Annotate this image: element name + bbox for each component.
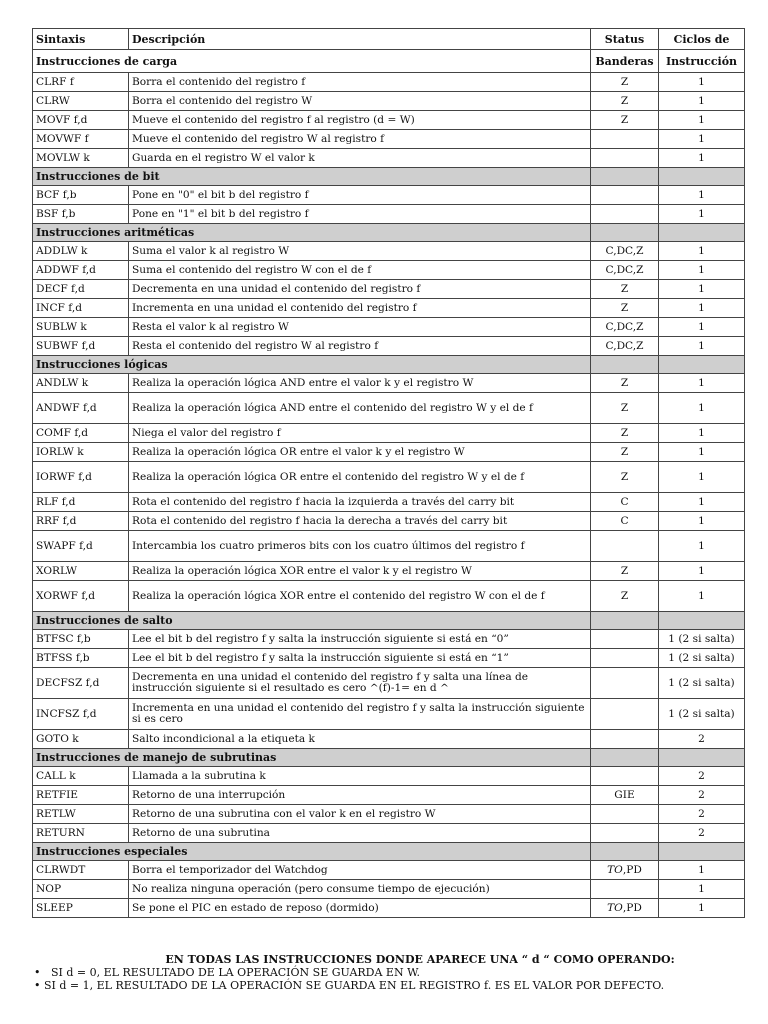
cell-cycles: 1 (2 si salta) xyxy=(659,668,745,699)
cell-cycles: 1 xyxy=(659,899,745,918)
cell-syntax: RLF f,d xyxy=(33,493,129,512)
cell-cycles: 1 xyxy=(659,205,745,224)
cell-description: Retorno de una interrupción xyxy=(129,786,591,805)
table-row xyxy=(33,130,745,149)
section-title: Instrucciones especiales xyxy=(33,843,591,861)
cell-cycles: 2 xyxy=(659,767,745,786)
cell-description: Resta el valor k al registro W xyxy=(129,318,591,337)
cell-status xyxy=(591,531,659,562)
table-row xyxy=(33,880,745,899)
cell-status: C,DC,Z xyxy=(591,242,659,261)
cell-cycles: 1 (2 si salta) xyxy=(659,699,745,730)
cell-syntax: SWAPF f,d xyxy=(33,531,129,562)
cell-syntax: ANDLW k xyxy=(33,374,129,393)
cell-syntax: CALL k xyxy=(33,767,129,786)
cell-status: GIE xyxy=(591,786,659,805)
header-description: Descripción xyxy=(129,29,591,50)
cell-syntax: CLRWDT xyxy=(33,861,129,880)
cell-status xyxy=(591,649,659,668)
section-cycles-blank xyxy=(659,356,745,374)
cell-description: Niega el valor del registro f xyxy=(129,424,591,443)
cell-status: C,DC,Z xyxy=(591,318,659,337)
table-row xyxy=(33,299,745,318)
cell-status: Z xyxy=(591,393,659,424)
cell-description: No realiza ninguna operación (pero consume tiempo de ejecución) xyxy=(129,880,591,899)
cell-description: Resta el contenido del registro W al registro f xyxy=(129,337,591,356)
cell-cycles: 1 xyxy=(659,92,745,111)
cell-status: Z xyxy=(591,374,659,393)
cell-cycles: 1 xyxy=(659,424,745,443)
cell-cycles: 1 xyxy=(659,130,745,149)
cell-status xyxy=(591,824,659,843)
table-row xyxy=(33,861,745,880)
cell-cycles: 1 xyxy=(659,462,745,493)
cell-status xyxy=(591,186,659,205)
table-row xyxy=(33,668,745,699)
cell-description: Lee el bit b del registro f y salta la instrucción siguiente si está en “0” xyxy=(129,630,591,649)
bullet-marker: • xyxy=(34,979,41,992)
cell-cycles: 1 xyxy=(659,337,745,356)
operand-notes xyxy=(34,953,746,992)
table-row xyxy=(33,149,745,168)
cell-description: Realiza la operación lógica XOR entre el contenido del registro W con el de f xyxy=(129,581,591,612)
table-row xyxy=(33,111,745,130)
cell-syntax: DECF f,d xyxy=(33,280,129,299)
cell-cycles: 1 xyxy=(659,261,745,280)
cell-syntax: BCF f,b xyxy=(33,186,129,205)
cell-syntax: IORWF f,d xyxy=(33,462,129,493)
cell-syntax: XORLW xyxy=(33,562,129,581)
cell-description: Incrementa en una unidad el contenido del registro f xyxy=(129,299,591,318)
table-row xyxy=(33,581,745,612)
cell-cycles: 1 xyxy=(659,111,745,130)
cell-cycles: 1 xyxy=(659,299,745,318)
cell-status: C,DC,Z xyxy=(591,261,659,280)
cell-syntax: ADDLW k xyxy=(33,242,129,261)
cell-cycles: 2 xyxy=(659,824,745,843)
cell-description: Mueve el contenido del registro f al registro (d = W) xyxy=(129,111,591,130)
cell-cycles: 1 xyxy=(659,562,745,581)
cell-description: Realiza la operación lógica AND entre el valor k y el registro W xyxy=(129,374,591,393)
header-row-top xyxy=(33,29,745,50)
cell-description: Rota el contenido del registro f hacia la derecha a través del carry bit xyxy=(129,512,591,531)
cell-syntax: INCF f,d xyxy=(33,299,129,318)
cell-syntax: CLRF f xyxy=(33,73,129,92)
section-title: Instrucciones lógicas xyxy=(33,356,591,374)
cell-status xyxy=(591,149,659,168)
table-row xyxy=(33,261,745,280)
cell-cycles: 2 xyxy=(659,805,745,824)
section-status-blank xyxy=(591,224,659,242)
cell-status: Z xyxy=(591,73,659,92)
cell-cycles: 1 xyxy=(659,280,745,299)
cell-description: Decrementa en una unidad el contenido del registro f xyxy=(129,280,591,299)
cell-description: Retorno de una subrutina xyxy=(129,824,591,843)
notes-title: EN TODAS LAS INSTRUCCIONES DONDE APARECE UNA “ d “ COMO OPERANDO: xyxy=(165,953,675,966)
cell-description: Suma el valor k al registro W xyxy=(129,242,591,261)
instruction-table xyxy=(32,28,745,918)
section-row xyxy=(33,356,745,374)
section-cycles-blank xyxy=(659,612,745,630)
table-row xyxy=(33,242,745,261)
cell-description: Pone en "0" el bit b del registro f xyxy=(129,186,591,205)
cell-status: C xyxy=(591,493,659,512)
cell-syntax: RRF f,d xyxy=(33,512,129,531)
section-status-blank xyxy=(591,356,659,374)
cell-status: Z xyxy=(591,424,659,443)
cell-status: C xyxy=(591,512,659,531)
table-row xyxy=(33,280,745,299)
table-row xyxy=(33,205,745,224)
notes-bullet-d0-text: SI d = 0, EL RESULTADO DE LA OPERACIÓN SE GUARDA EN W. xyxy=(51,966,420,979)
cell-cycles: 1 xyxy=(659,512,745,531)
table-row xyxy=(33,186,745,205)
cell-cycles: 2 xyxy=(659,730,745,749)
cell-description: Mueve el contenido del registro W al registro f xyxy=(129,130,591,149)
header-status-top: Status xyxy=(591,29,659,50)
cell-description: Salto incondicional a la etiqueta k xyxy=(129,730,591,749)
cell-description: Incrementa en una unidad el contenido del registro f y salta la instrucción siguiente si es cero xyxy=(129,699,591,730)
cell-cycles: 1 xyxy=(659,880,745,899)
cell-status xyxy=(591,767,659,786)
notes-bullet-d0 xyxy=(34,966,746,979)
table-row xyxy=(33,493,745,512)
section-row xyxy=(33,843,745,861)
cell-cycles: 1 xyxy=(659,149,745,168)
cell-description: Llamada a la subrutina k xyxy=(129,767,591,786)
cell-cycles: 1 xyxy=(659,318,745,337)
cell-status xyxy=(591,630,659,649)
section-row xyxy=(33,168,745,186)
table-row xyxy=(33,899,745,918)
table-row xyxy=(33,318,745,337)
cell-status: Z xyxy=(591,581,659,612)
table-row xyxy=(33,767,745,786)
cell-syntax: IORLW k xyxy=(33,443,129,462)
section-status-blank xyxy=(591,612,659,630)
cell-syntax: RETLW xyxy=(33,805,129,824)
cell-status: Z xyxy=(591,280,659,299)
cell-cycles: 1 xyxy=(659,861,745,880)
cell-description: Realiza la operación lógica AND entre el contenido del registro W y el de f xyxy=(129,393,591,424)
cell-syntax: DECFSZ f,d xyxy=(33,668,129,699)
cell-description: Intercambia los cuatro primeros bits con los cuatro últimos del registro f xyxy=(129,531,591,562)
cell-syntax: XORWF f,d xyxy=(33,581,129,612)
table-row xyxy=(33,92,745,111)
cell-description: Realiza la operación lógica OR entre el valor k y el registro W xyxy=(129,443,591,462)
table-row xyxy=(33,630,745,649)
cell-status xyxy=(591,730,659,749)
cell-syntax: MOVF f,d xyxy=(33,111,129,130)
cell-syntax: ADDWF f,d xyxy=(33,261,129,280)
cell-syntax: ANDWF f,d xyxy=(33,393,129,424)
cell-description: Borra el contenido del registro f xyxy=(129,73,591,92)
cell-status xyxy=(591,699,659,730)
table-row xyxy=(33,337,745,356)
cell-cycles: 1 xyxy=(659,374,745,393)
header-syntax: Sintaxis xyxy=(33,29,129,50)
table-row xyxy=(33,649,745,668)
cell-status: Z xyxy=(591,111,659,130)
bullet-marker: • xyxy=(34,966,41,979)
section-row xyxy=(33,749,745,767)
section-title: Instrucciones de salto xyxy=(33,612,591,630)
cell-syntax: SLEEP xyxy=(33,899,129,918)
cell-description: Lee el bit b del registro f y salta la instrucción siguiente si está en “1” xyxy=(129,649,591,668)
section-status-blank xyxy=(591,843,659,861)
cell-cycles: 1 xyxy=(659,73,745,92)
notes-bullet-d1 xyxy=(34,979,746,992)
cell-syntax: BTFSS f,b xyxy=(33,649,129,668)
cell-status: Z xyxy=(591,462,659,493)
cell-syntax: RETFIE xyxy=(33,786,129,805)
cell-cycles: 1 xyxy=(659,493,745,512)
cell-status: Z xyxy=(591,443,659,462)
cell-status xyxy=(591,205,659,224)
cell-syntax: MOVWF f xyxy=(33,130,129,149)
cell-syntax: MOVLW k xyxy=(33,149,129,168)
section-title: Instrucciones de manejo de subrutinas xyxy=(33,749,591,767)
table-row xyxy=(33,786,745,805)
table-row xyxy=(33,393,745,424)
notes-bullet-d1-text: SI d = 1, EL RESULTADO DE LA OPERACIÓN SE GUARDA EN EL REGISTRO f. ES EL VALOR POR DEFECTO. xyxy=(44,979,665,992)
table-row xyxy=(33,512,745,531)
cell-description: Borra el temporizador del Watchdog xyxy=(129,861,591,880)
cell-cycles: 1 (2 si salta) xyxy=(659,630,745,649)
table-row xyxy=(33,443,745,462)
cell-cycles: 2 xyxy=(659,786,745,805)
cell-syntax: GOTO k xyxy=(33,730,129,749)
section-cycles-blank xyxy=(659,168,745,186)
section-title: Instrucciones de bit xyxy=(33,168,591,186)
table-row xyxy=(33,531,745,562)
cell-cycles: 1 xyxy=(659,443,745,462)
table-row xyxy=(33,824,745,843)
cell-cycles: 1 xyxy=(659,186,745,205)
cell-status xyxy=(591,805,659,824)
cell-description: Se pone el PIC en estado de reposo (dormido) xyxy=(129,899,591,918)
cell-syntax: BTFSC f,b xyxy=(33,630,129,649)
table-row xyxy=(33,374,745,393)
cell-status: Z xyxy=(591,92,659,111)
header-row-bottom xyxy=(33,50,745,73)
cell-status: TO,PD xyxy=(591,899,659,918)
section-cycles-blank xyxy=(659,749,745,767)
section-title-carga: Instrucciones de carga xyxy=(33,50,591,73)
cell-cycles: 1 (2 si salta) xyxy=(659,649,745,668)
cell-cycles: 1 xyxy=(659,581,745,612)
header-status-bottom: Banderas xyxy=(591,50,659,73)
cell-status xyxy=(591,130,659,149)
cell-cycles: 1 xyxy=(659,393,745,424)
cell-status: Z xyxy=(591,562,659,581)
cell-status xyxy=(591,880,659,899)
cell-description: Suma el contenido del registro W con el de f xyxy=(129,261,591,280)
cell-description: Guarda en el registro W el valor k xyxy=(129,149,591,168)
section-cycles-blank xyxy=(659,224,745,242)
cell-syntax: SUBWF f,d xyxy=(33,337,129,356)
cell-syntax: CLRW xyxy=(33,92,129,111)
cell-status: C,DC,Z xyxy=(591,337,659,356)
cell-syntax: SUBLW k xyxy=(33,318,129,337)
cell-syntax: COMF f,d xyxy=(33,424,129,443)
table-row xyxy=(33,699,745,730)
table-row xyxy=(33,805,745,824)
cell-description: Decrementa en una unidad el contenido del registro f y salta una línea de instrucción siguiente si el resultado es cero ^(f)-1= en d ^ xyxy=(129,668,591,699)
cell-description: Rota el contenido del registro f hacia la izquierda a través del carry bit xyxy=(129,493,591,512)
table-row xyxy=(33,730,745,749)
cell-description: Retorno de una subrutina con el valor k en el registro W xyxy=(129,805,591,824)
instruction-set-sheet xyxy=(32,28,744,918)
cell-cycles: 1 xyxy=(659,242,745,261)
cell-status: Z xyxy=(591,299,659,318)
section-cycles-blank xyxy=(659,843,745,861)
instruction-table-body xyxy=(33,29,745,918)
cell-description: Realiza la operación lógica XOR entre el valor k y el registro W xyxy=(129,562,591,581)
section-title: Instrucciones aritméticas xyxy=(33,224,591,242)
section-status-blank xyxy=(591,168,659,186)
cell-status: TO,PD xyxy=(591,861,659,880)
cell-description: Borra el contenido del registro W xyxy=(129,92,591,111)
table-row xyxy=(33,424,745,443)
cell-syntax: RETURN xyxy=(33,824,129,843)
cell-syntax: NOP xyxy=(33,880,129,899)
section-status-blank xyxy=(591,749,659,767)
table-row xyxy=(33,562,745,581)
cell-status xyxy=(591,668,659,699)
header-cycles-top: Ciclos de xyxy=(659,29,745,50)
section-row xyxy=(33,612,745,630)
cell-syntax: BSF f,b xyxy=(33,205,129,224)
cell-cycles: 1 xyxy=(659,531,745,562)
table-row xyxy=(33,73,745,92)
table-row xyxy=(33,462,745,493)
section-row xyxy=(33,224,745,242)
cell-description: Pone en "1" el bit b del registro f xyxy=(129,205,591,224)
cell-description: Realiza la operación lógica OR entre el contenido del registro W y el de f xyxy=(129,462,591,493)
cell-syntax: INCFSZ f,d xyxy=(33,699,129,730)
header-cycles-bottom: Instrucción xyxy=(659,50,745,73)
